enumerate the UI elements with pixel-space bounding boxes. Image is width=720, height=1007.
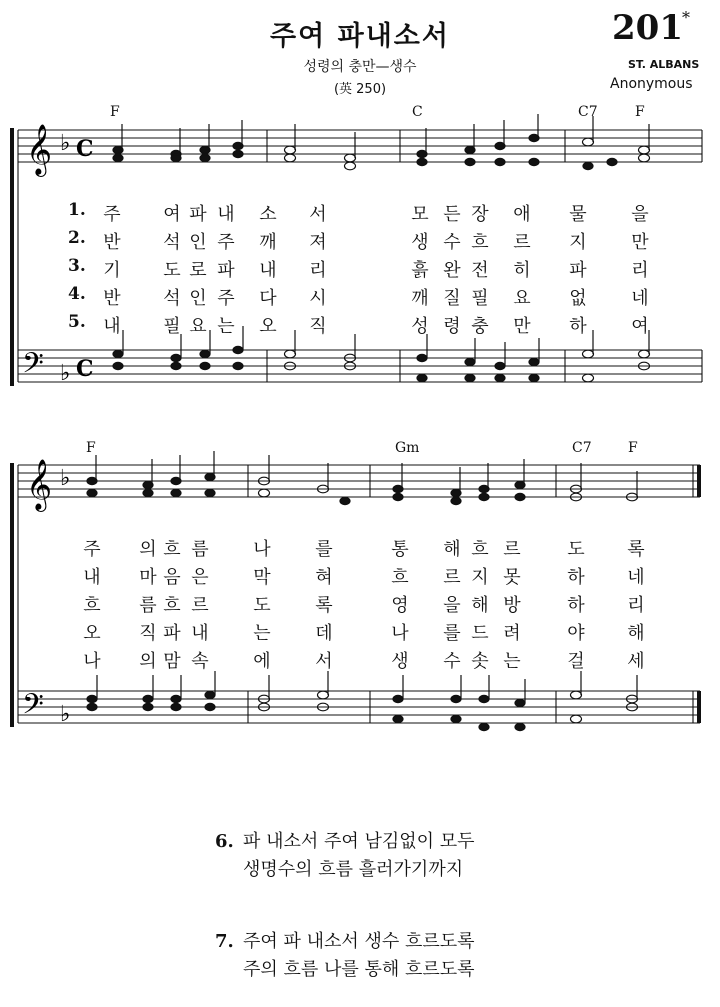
- lyric-syllable: 기: [103, 260, 121, 281]
- lyric-syllable: 히: [513, 260, 531, 281]
- lyric-syllable: 는: [503, 651, 521, 672]
- lyric-syllable: 음: [163, 567, 181, 588]
- verse-number: 1.: [68, 200, 86, 220]
- lyric-syllable: 소: [259, 204, 277, 225]
- lyric-syllable: 는: [253, 623, 271, 644]
- lyric-syllable: 르: [513, 232, 531, 253]
- chord-label: F: [110, 104, 120, 120]
- lyric-syllable: 맘: [163, 651, 181, 672]
- lyric-syllable: 주: [217, 288, 235, 309]
- lyric-syllable: 막: [253, 567, 271, 588]
- lyric-syllable: 흐: [163, 539, 181, 560]
- verse-number: 2.: [68, 228, 86, 248]
- hymn-title: 주여 파내소서: [270, 21, 450, 52]
- lyric-syllable: 여: [163, 204, 181, 225]
- lyric-syllable: 세: [627, 651, 645, 672]
- hymn-subtitle: 성령의 충만—생수: [303, 59, 417, 75]
- lyric-syllable: 지: [471, 567, 489, 588]
- lyric-syllable: 를: [443, 623, 461, 644]
- lyric-syllable: 완: [443, 260, 461, 281]
- lyric-syllable: 여: [631, 316, 649, 337]
- key-flat: ♭: [60, 361, 71, 386]
- lyric-syllable: 흙: [411, 260, 429, 281]
- verse-number: 4.: [68, 284, 86, 304]
- lyric-syllable: 충: [471, 316, 489, 337]
- verse-number: 3.: [68, 256, 86, 276]
- chord-label: C: [412, 104, 423, 120]
- lyric-syllable: 을: [443, 595, 461, 616]
- lyric-syllable: 솟: [471, 651, 489, 672]
- lyric-syllable: 파: [189, 204, 207, 225]
- lyric-syllable: 야: [567, 623, 585, 644]
- lyric-syllable: 를: [315, 539, 333, 560]
- lyric-syllable: 져: [309, 232, 327, 253]
- hymn-number: 201: [612, 8, 683, 48]
- lyric-syllable: 서: [315, 651, 333, 672]
- lyric-syllable: 통: [391, 539, 409, 560]
- lyric-syllable: 마: [139, 567, 157, 588]
- lyric-syllable: 든: [443, 204, 461, 225]
- bass-notes: [87, 671, 638, 731]
- lyric-syllable: 록: [627, 539, 645, 560]
- lyric-syllable: 흐: [83, 595, 101, 616]
- lyric-syllable: 에: [253, 651, 271, 672]
- lyric-syllable: 만: [513, 316, 531, 337]
- lyric-syllable: 파: [569, 260, 587, 281]
- lyric-syllable: 오: [259, 316, 277, 337]
- time-signature: C: [76, 136, 94, 162]
- lyric-syllable: 반: [103, 288, 121, 309]
- lyric-syllable: 방: [503, 595, 521, 616]
- lyric-syllable: 장: [471, 204, 489, 225]
- lyric-syllable: 반: [103, 232, 121, 253]
- time-signature: C: [76, 356, 94, 382]
- verse-number: 5.: [68, 312, 86, 332]
- lyric-syllable: 전: [471, 260, 489, 281]
- lyric-syllable: 주: [217, 232, 235, 253]
- lyric-syllable: 흐: [163, 595, 181, 616]
- lyric-syllable: 는: [217, 316, 235, 337]
- lyric-syllable: 지: [569, 232, 587, 253]
- lyric-syllable: 직: [139, 623, 157, 644]
- lyric-syllable: 파: [163, 623, 181, 644]
- verse-line: 파 내소서 주여 남김없이 모두: [243, 831, 475, 852]
- hymn-asterisk: *: [682, 8, 690, 27]
- verse-number: 6.: [215, 831, 234, 852]
- chord-label: C7: [572, 440, 592, 456]
- lyric-syllable: 도: [253, 595, 271, 616]
- chord-label: Gm: [395, 440, 420, 456]
- lyric-syllable: 나: [83, 651, 101, 672]
- lyric-syllable: 인: [189, 288, 207, 309]
- composer-name: Anonymous: [610, 76, 693, 92]
- lyric-syllable: 석: [163, 232, 181, 253]
- lyric-syllable: 영: [391, 595, 409, 616]
- lyric-syllable: 속: [191, 651, 209, 672]
- lyric-syllable: 혀: [315, 567, 333, 588]
- lyric-syllable: 데: [315, 623, 333, 644]
- key-flat: ♭: [60, 702, 71, 727]
- chord-label: F: [635, 104, 645, 120]
- treble-clef: 𝄞: [26, 459, 53, 510]
- lyric-syllable: 내: [83, 567, 101, 588]
- lyric-syllable: 파: [217, 260, 235, 281]
- lyric-syllable: 은: [191, 567, 209, 588]
- lyric-syllable: 나: [253, 539, 271, 560]
- verse-line: 생명수의 흐름 흘러가기까지: [243, 859, 464, 880]
- lyric-syllable: 령: [443, 316, 461, 337]
- lyric-syllable: 려: [503, 623, 521, 644]
- lyric-syllable: 름: [139, 595, 157, 616]
- lyric-syllable: 네: [627, 567, 645, 588]
- lyric-syllable: 서: [309, 204, 327, 225]
- lyric-syllable: 하: [567, 595, 585, 616]
- lyric-syllable: 해: [627, 623, 645, 644]
- lyric-syllable: 깨: [259, 232, 277, 253]
- lyric-syllable: 리: [309, 260, 327, 281]
- lyric-syllable: 못: [503, 567, 521, 588]
- lyric-syllable: 요: [513, 288, 531, 309]
- lyric-syllable: 만: [631, 232, 649, 253]
- lyric-syllable: 름: [191, 539, 209, 560]
- key-flat: ♭: [60, 131, 71, 156]
- lyric-syllable: 리: [631, 260, 649, 281]
- lyric-syllable: 요: [189, 316, 207, 337]
- lyric-syllable: 을: [631, 204, 649, 225]
- lyric-syllable: 내: [259, 260, 277, 281]
- lyric-syllable: 르: [443, 567, 461, 588]
- lyric-syllable: 도: [163, 260, 181, 281]
- lyric-syllable: 의: [139, 651, 157, 672]
- lyric-syllable: 필: [471, 288, 489, 309]
- lyric-syllable: 다: [259, 288, 277, 309]
- lyric-syllable: 깨: [411, 288, 429, 309]
- treble-clef: 𝄞: [26, 124, 53, 175]
- score-system-2: [0, 445, 720, 745]
- lyric-syllable: 하: [567, 567, 585, 588]
- lyric-syllable: 주: [83, 539, 101, 560]
- lyric-syllable: 모: [411, 204, 429, 225]
- lyric-syllable: 르: [191, 595, 209, 616]
- tune-name: ST. ALBANS: [628, 58, 700, 71]
- lyric-syllable: 수: [443, 651, 461, 672]
- lyric-syllable: 시: [309, 288, 327, 309]
- lyric-syllable: 없: [569, 288, 587, 309]
- verse-line: 주여 파 내소서 생수 흐르도록: [243, 931, 475, 952]
- lyric-syllable: 록: [315, 595, 333, 616]
- lyric-syllable: 내: [191, 623, 209, 644]
- lyric-syllable: 의: [139, 539, 157, 560]
- lyric-syllable: 석: [163, 288, 181, 309]
- lyric-syllable: 리: [627, 595, 645, 616]
- lyric-syllable: 직: [309, 316, 327, 337]
- verse-number: 7.: [215, 931, 234, 952]
- lyric-syllable: 드: [471, 623, 489, 644]
- lyric-syllable: 걸: [567, 651, 585, 672]
- lyric-syllable: 오: [83, 623, 101, 644]
- lyric-syllable: 해: [471, 595, 489, 616]
- lyric-syllable: 생: [411, 232, 429, 253]
- chord-label: F: [86, 440, 96, 456]
- lyric-syllable: 질: [443, 288, 461, 309]
- hymn-reference: (英 250): [333, 82, 387, 97]
- chord-label: C7: [578, 104, 598, 120]
- lyric-syllable: 하: [569, 316, 587, 337]
- lyric-syllable: 애: [513, 204, 531, 225]
- lyric-syllable: 생: [391, 651, 409, 672]
- lyric-syllable: 나: [391, 623, 409, 644]
- lyric-syllable: 성: [411, 316, 429, 337]
- treble-notes: [113, 114, 650, 170]
- lyric-syllable: 수: [443, 232, 461, 253]
- lyric-syllable: 내: [217, 204, 235, 225]
- lyric-syllable: 필: [163, 316, 181, 337]
- lyric-syllable: 네: [631, 288, 649, 309]
- chord-label: F: [628, 440, 638, 456]
- bass-clef: 𝄢: [22, 347, 44, 387]
- lyric-syllable: 흐: [391, 567, 409, 588]
- key-flat: ♭: [60, 466, 71, 491]
- verse-line: 주의 흐름 나를 통해 흐르도록: [243, 959, 475, 980]
- lyric-syllable: 르: [503, 539, 521, 560]
- lyric-syllable: 도: [567, 539, 585, 560]
- lyric-syllable: 물: [569, 204, 587, 225]
- lyric-syllable: 흐: [471, 232, 489, 253]
- lyric-syllable: 인: [189, 232, 207, 253]
- lyric-syllable: 주: [103, 204, 121, 225]
- lyric-syllable: 내: [103, 316, 121, 337]
- lyric-syllable: 해: [443, 539, 461, 560]
- bass-clef: 𝄢: [22, 688, 44, 728]
- lyric-syllable: 로: [189, 260, 207, 281]
- lyric-syllable: 흐: [471, 539, 489, 560]
